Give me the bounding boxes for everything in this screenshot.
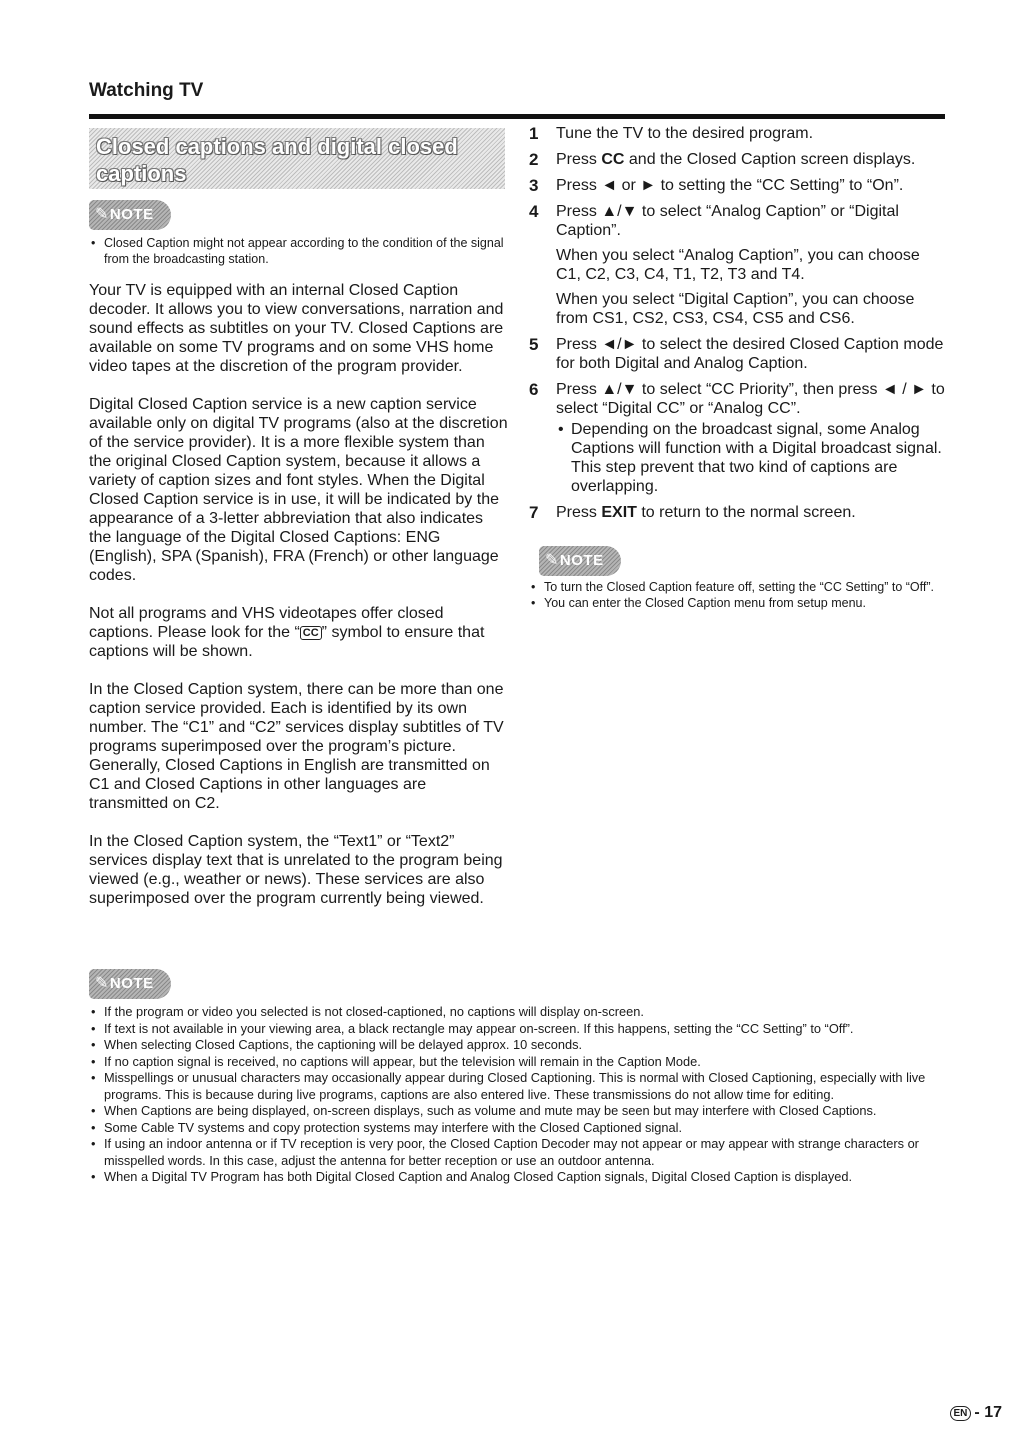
note-badge-left <box>89 200 171 230</box>
step-number: 7 <box>529 503 539 522</box>
step-number: 4 <box>529 202 539 221</box>
heading-banner <box>89 128 505 189</box>
paragraph: Digital Closed Caption service is a new caption service available only on digital TV programs (also at the discretion of the service provider). It is a more flexible system than the original Closed Caption system, because it allows a variety of caption sizes and font styles. When the Digital Closed Caption service is in use, it will be indicated by the appearance of a 3-letter abbreviation that also indicates the language of the Digital Closed Captions: ENG (English), SPA (Spanish), FRA (French) or other language codes. <box>89 396 508 584</box>
step-subtext: When you select “Analog Caption”, you can choose C1, C2, C3, C4, T1, T2, T3 and T4. <box>556 247 920 283</box>
paragraph: In the Closed Caption system, the “Text1” or “Text2” services display text that is unrelated to the program being viewed (e.g., weather or news). These services are also superimposed over the program currently being viewed. <box>89 833 503 907</box>
pencil-icon: ✎ <box>545 552 559 569</box>
step-text: to return to the normal screen. <box>636 504 856 521</box>
note-item: • To turn the Closed Caption feature off, setting the “CC Setting” to “Off”. <box>529 579 949 595</box>
step-item <box>529 124 949 143</box>
note-item: • You can enter the Closed Caption menu from setup menu. <box>529 595 949 611</box>
step-item <box>529 150 949 169</box>
right-column <box>529 124 949 529</box>
header-rule <box>89 114 945 119</box>
note-item: • If using an indoor antenna or if TV reception is very poor, the Closed Caption Decoder may not appear or may appear with strange characters or misspelled words. In this case, adjust the antenna for better reception or use an outdoor antenna. <box>89 1136 949 1169</box>
step-text: Tune the TV to the desired program. <box>556 125 814 142</box>
note-item: • Some Cable TV systems and copy protection systems may interfere with the Closed Captioned signal. <box>89 1120 949 1137</box>
step-item <box>529 503 949 522</box>
step-number: 6 <box>529 380 539 399</box>
key-label: CC <box>601 151 625 168</box>
step-number: 2 <box>529 150 539 169</box>
step-item <box>529 176 949 195</box>
step-text: Press ▲/▼ to select “Analog Caption” or “Digital Caption”. <box>556 203 899 239</box>
page-number-text: - 17 <box>974 1404 1002 1421</box>
step-bullet: • Depending on the broadcast signal, some Analog Captions will function with a Digital broadcast signal. This step prevent that two kind of captions are overlapping. <box>556 420 949 496</box>
paragraph <box>89 604 509 661</box>
step-item <box>529 335 949 373</box>
note-badge-right <box>539 546 621 576</box>
paragraph: Your TV is equipped with an internal Closed Caption decoder. It allows you to view conversations, narration and sound effects as subtitles on your TV. Closed Captions are available on some TV programs and on some VHS home video tapes at the discretion of the program provider. <box>89 282 504 375</box>
step-text: Press <box>556 151 602 168</box>
language-en-icon: EN <box>950 1406 972 1421</box>
note-item: • If the program or video you selected is not closed-captioned, no captions will display on-screen. <box>89 1004 949 1021</box>
note-item: • If no caption signal is received, no captions will appear, but the television will remain in the Caption Mode. <box>89 1054 949 1071</box>
step-item <box>529 202 949 328</box>
text-span: ” symbol to ensure that captions will be shown. <box>89 624 485 660</box>
note-badge-bottom <box>89 969 171 999</box>
note-item: • Closed Caption might not appear according to the condition of the signal from the broadcasting station. <box>89 235 509 267</box>
cc-symbol-icon: CC <box>300 626 322 640</box>
text-span: Not all programs and VHS videotapes offer closed captions. Please look for the “ <box>89 605 444 641</box>
note-item: • If text is not available in your viewing area, a black rectangle may appear on-screen. If this happens, setting the “CC Setting” to “Off”. <box>89 1021 949 1038</box>
page-number <box>950 1404 1002 1422</box>
pencil-icon: ✎ <box>95 975 109 992</box>
key-label: EXIT <box>601 504 637 521</box>
step-number: 3 <box>529 176 539 195</box>
step-bullets <box>556 420 949 496</box>
note-label: NOTE <box>109 975 154 992</box>
steps-list <box>529 124 949 522</box>
right-note-list <box>529 579 949 611</box>
left-column <box>89 235 509 908</box>
step-number: 1 <box>529 124 539 143</box>
step-number: 5 <box>529 335 539 354</box>
note-label: NOTE <box>109 206 154 223</box>
step-subtext: When you select “Digital Caption”, you can choose from CS1, CS2, CS3, CS4, CS5 and CS6. <box>556 291 915 327</box>
step-text: Press ◄ or ► to setting the “CC Setting” to “On”. <box>556 177 904 194</box>
left-note-list <box>89 235 509 267</box>
bottom-note-list <box>89 1004 949 1186</box>
section-title: Watching TV <box>89 80 204 101</box>
step-text: Press <box>556 504 602 521</box>
page-heading: Closed captions and digital closed captions <box>96 134 458 186</box>
note-item: • Misspellings or unusual characters may occasionally appear during Closed Captioning. This is normal with Closed Captioning, especially with live programs. This is because during live programs, captions are also entered live. These transmissions do not allow time for editing. <box>89 1070 949 1103</box>
step-item <box>529 380 949 496</box>
note-item: • When a Digital TV Program has both Digital Closed Caption and Analog Closed Caption signals, Digital Closed Caption is displayed. <box>89 1169 949 1186</box>
note-item: • When Captions are being displayed, on-screen displays, such as volume and mute may be seen but may interfere with Closed Captions. <box>89 1103 949 1120</box>
step-text: and the Closed Caption screen displays. <box>624 151 916 168</box>
pencil-icon: ✎ <box>95 206 109 223</box>
paragraph: In the Closed Caption system, there can be more than one caption service provided. Each is identified by its own number. The “C1” and “C2” services display subtitles of TV programs superimposed over the program’s picture. Generally, Closed Captions in English are transmitted on C1 and Closed Captions in other languages are transmitted on C2. <box>89 681 504 812</box>
step-text: Press ▲/▼ to select “CC Priority”, then press ◄ / ► to select “Digital CC” or “Analog CC”. <box>556 381 945 417</box>
step-text: Press ◄/► to select the desired Closed Caption mode for both Digital and Analog Caption. <box>556 336 944 372</box>
note-label: NOTE <box>559 552 604 569</box>
note-item: • When selecting Closed Captions, the captioning will be delayed approx. 10 seconds. <box>89 1037 949 1054</box>
